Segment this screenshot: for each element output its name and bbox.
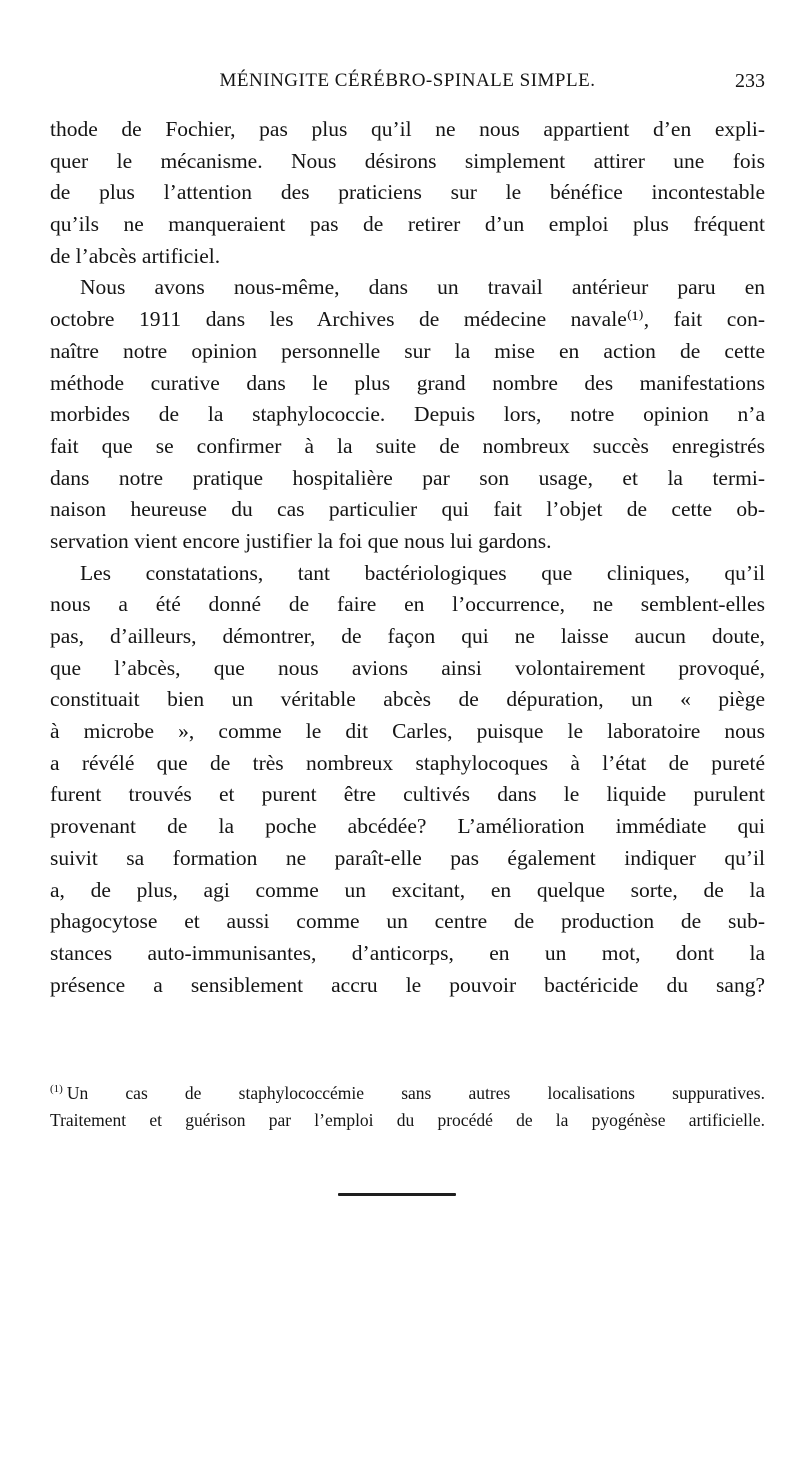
text-line: présence a sensiblement accru le pouvoir bactéricide du sang?	[50, 972, 765, 997]
text-line: de plus l’attention des praticiens sur le bénéfice incontestable	[50, 180, 765, 205]
text-line: fait que se confirmer à la suite de nombreux succès enregistrés	[50, 433, 765, 458]
text-line: phagocytose et aussi comme un centre de production de sub-	[50, 909, 765, 934]
text-line: stances auto-immunisantes, d’anticorps, en un mot, dont la	[50, 940, 765, 965]
running-head	[50, 70, 765, 100]
body-text	[50, 114, 765, 1001]
footnote-line-1	[50, 1080, 765, 1107]
text-line: provenant de la poche abcédée? L’amélioration immédiate qui	[50, 814, 765, 839]
text-line: quer le mécanisme. Nous désirons simplement attirer une fois	[50, 148, 765, 173]
text-line: qu’ils ne manqueraient pas de retirer d’un emploi plus fréquent	[50, 212, 765, 237]
text-line: méthode curative dans le plus grand nombre des manifestations	[50, 370, 765, 395]
text-line: morbides de la staphylococcie. Depuis lors, notre opinion n’a	[50, 402, 765, 427]
paragraph-3	[50, 558, 765, 1002]
text-line: pas, d’ailleurs, démontrer, de façon qui ne laisse aucun doute,	[50, 624, 765, 648]
footnote-marker: (1)	[50, 1083, 63, 1096]
text-line: octobre 1911 dans les Archives de médecine navale⁽¹⁾, fait con-	[50, 307, 765, 332]
footnote-text: Un cas de staphylococcémie sans autres localisations suppuratives.	[66, 1083, 765, 1103]
text-line: a révélé que de très nombreux staphylocoques à l’état de pureté	[50, 750, 765, 775]
footnote-line-2: Traitement et guérison par l’emploi du procédé de la pyogénèse artificielle.	[50, 1110, 765, 1130]
text-line: suivit sa formation ne paraît-elle pas également indiquer qu’il	[50, 845, 765, 870]
text-line: naître notre opinion personnelle sur la mise en action de cette	[50, 338, 765, 363]
text-line: thode de Fochier, pas plus qu’il ne nous appartient d’en expli-	[50, 117, 765, 141]
text-line: que l’abcès, que nous avions ainsi volontairement provoqué,	[50, 655, 765, 680]
text-line: servation vient encore justifier la foi que nous lui gardons.	[50, 528, 552, 553]
page-number: 233	[735, 70, 765, 92]
running-title: MÉNINGITE CÉRÉBRO-SPINALE SIMPLE.	[219, 70, 596, 91]
text-line: Les constatations, tant bactériologiques que cliniques, qu’il	[80, 560, 765, 585]
text-line: furent trouvés et purent être cultivés dans le liquide purulent	[50, 782, 765, 807]
text-line: a, de plus, agi comme un excitant, en quelque sorte, de la	[50, 877, 765, 902]
text-line: nous a été donné de faire en l’occurrence, ne semblent-elles	[50, 592, 765, 617]
text-line: constituait bien un véritable abcès de dépuration, un « piège	[50, 687, 765, 712]
text-line: naison heureuse du cas particulier qui fait l’objet de cette ob-	[50, 497, 765, 522]
text-line: à microbe », comme le dit Carles, puisque le laboratoire nous	[50, 719, 765, 744]
paragraph-1	[50, 114, 765, 272]
text-line: Nous avons nous-même, dans un travail antérieur paru en	[80, 275, 765, 300]
end-rule	[338, 1193, 456, 1196]
text-line: de l’abcès artificiel.	[50, 243, 221, 268]
paragraph-2	[50, 272, 765, 557]
footnote	[50, 1080, 765, 1134]
text-line: dans notre pratique hospitalière par son usage, et la termi-	[50, 465, 765, 490]
